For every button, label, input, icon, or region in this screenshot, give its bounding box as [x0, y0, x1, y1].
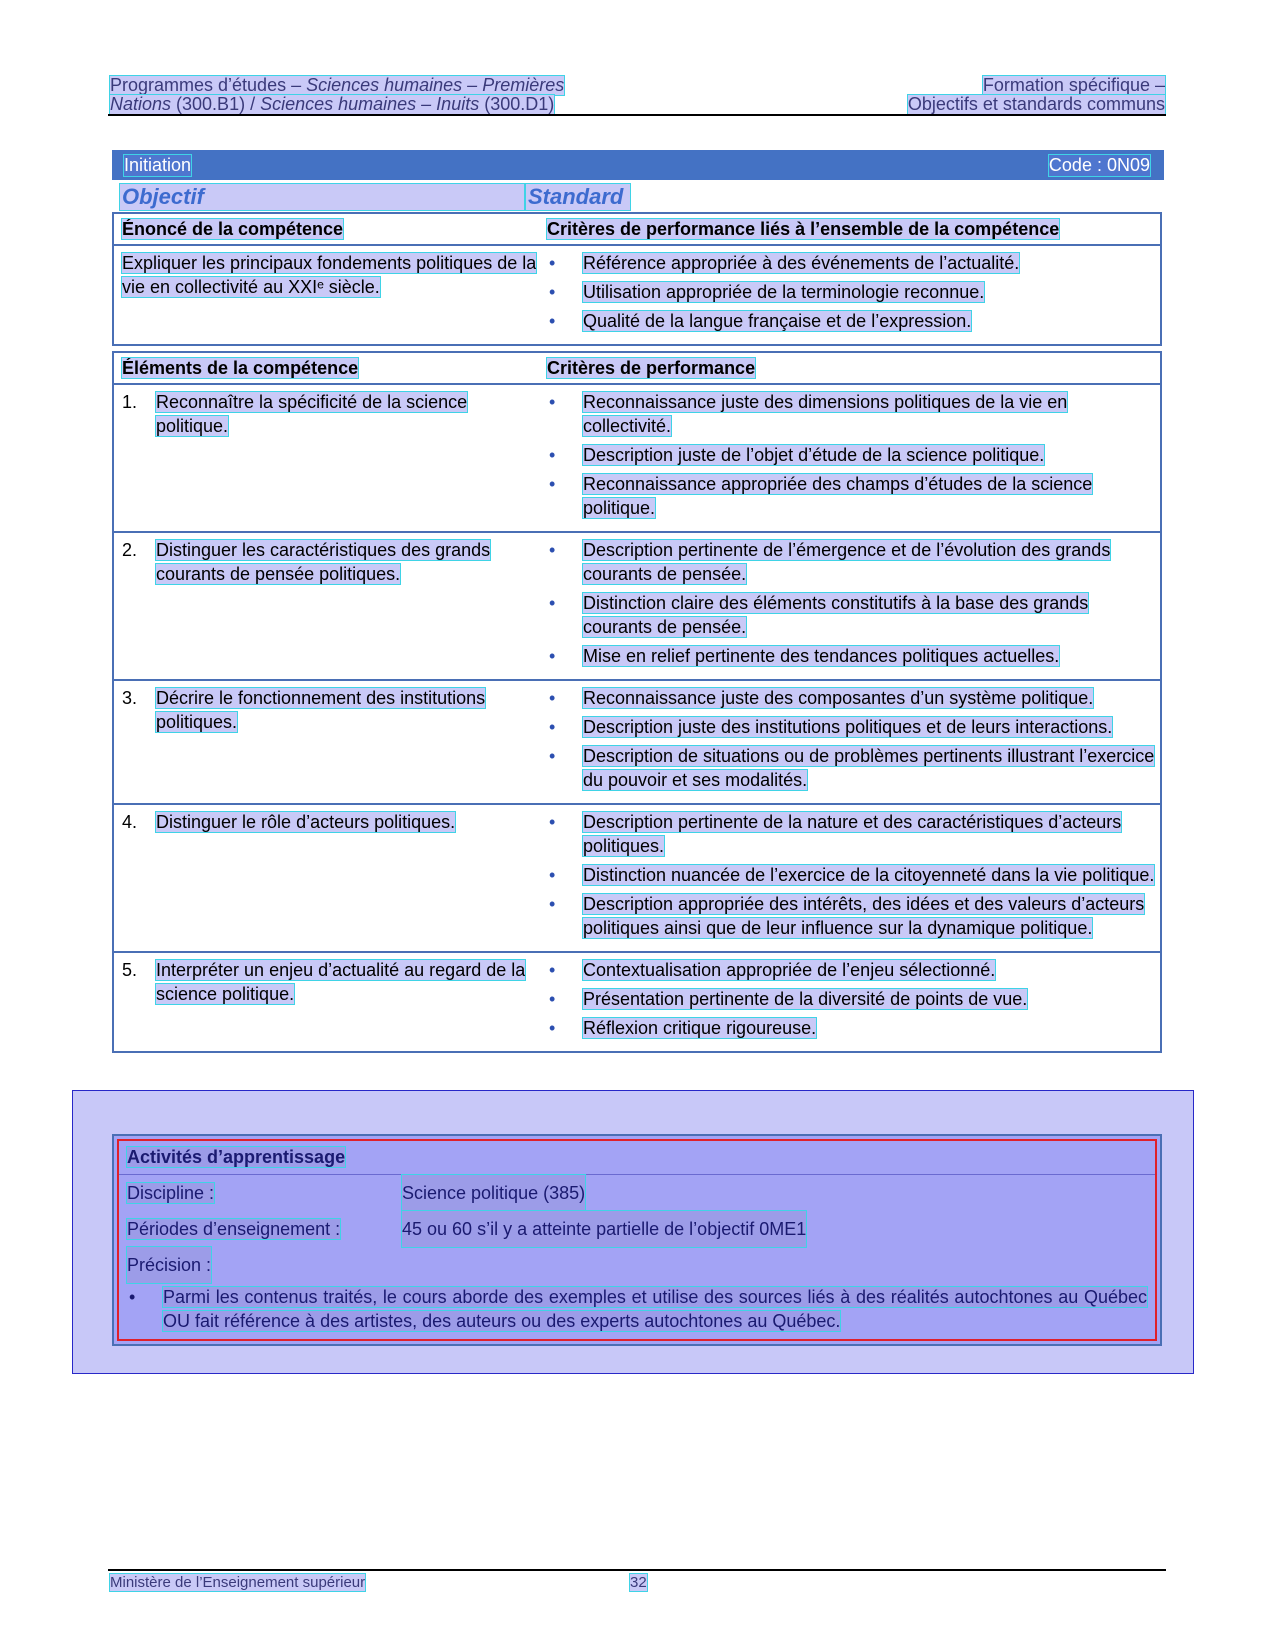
periods-label: Périodes d’enseignement :	[127, 1219, 341, 1239]
element-number: 4.	[122, 812, 138, 832]
header-rule	[108, 114, 1166, 116]
objectif-label: Objectif	[120, 184, 524, 210]
element-row	[114, 953, 1160, 1051]
periods-value: 45 ou 60 s’il y a atteinte partielle de l’objectif 0ME1	[402, 1211, 806, 1247]
header-program-line2: Nations (300.B1) / Sciences humaines – Inuits (300.D1)	[110, 94, 555, 114]
element-number: 3.	[122, 688, 138, 708]
elements-heading: Éléments de la compétence	[122, 357, 359, 378]
page-number: 32	[630, 1574, 647, 1591]
element-row	[114, 385, 1160, 531]
discipline-value: Science politique (385)	[402, 1175, 585, 1211]
criterion: Distinction claire des éléments constitutifs à la base des grands courants de pensée.	[583, 593, 1089, 637]
course-level: Initiation	[124, 154, 192, 175]
header-program-line1: Programmes d’études – Sciences humaines – Premières	[110, 75, 565, 95]
activities-selection	[117, 1139, 1157, 1341]
page-footer	[110, 1574, 647, 1591]
page-header	[110, 76, 1165, 114]
element-number: 2.	[122, 540, 138, 560]
criterion: Description pertinente de l’émergence et de l’évolution des grands courants de pensée.	[583, 540, 1111, 584]
criterion: Reconnaissance appropriée des champs d’études de la science politique.	[583, 474, 1093, 518]
discipline-label: Discipline :	[127, 1183, 215, 1203]
global-criterion: Utilisation appropriée de la terminologie reconnue.	[583, 282, 985, 302]
header-section-line2: Objectifs et standards communs	[907, 94, 1165, 114]
element-text: Distinguer le rôle d’acteurs politiques.	[156, 812, 456, 832]
competence-statement: Expliquer les principaux fondements politiques de la vie en collectivité au XXIᵉ siècle.	[122, 253, 537, 297]
elements-table	[112, 351, 1162, 1053]
footer-rule	[108, 1569, 1166, 1571]
criteria-heading: Critères de performance	[547, 357, 756, 378]
criterion: Contextualisation appropriée de l’enjeu sélectionné.	[583, 960, 996, 980]
criterion: Description de situations ou de problèmes pertinents illustrant l’exercice du pouvoir et ses modalités.	[583, 746, 1155, 790]
activities-box	[112, 1134, 1162, 1346]
element-text: Interpréter un enjeu d’actualité au regard de la science politique.	[156, 960, 526, 1004]
element-row	[114, 533, 1160, 679]
standard-label: Standard	[526, 184, 630, 210]
competence-heading: Énoncé de la compétence	[122, 218, 344, 239]
element-text: Distinguer les caractéristiques des grands courants de pensée politiques.	[156, 540, 491, 584]
global-criterion: Référence appropriée à des événements de l’actualité.	[583, 253, 1020, 273]
activities-title: Activités d’apprentissage	[127, 1147, 346, 1167]
precision-text: Parmi les contenus traités, le cours aborde des exemples et utilise des sources liés à des réalités autochtones au Québec OU fait référence à des artistes, des auteurs ou des experts autochtones au Québec.	[163, 1287, 1147, 1331]
competence-table	[112, 212, 1162, 346]
criterion: Mise en relief pertinente des tendances politiques actuelles.	[583, 646, 1060, 666]
element-number: 5.	[122, 960, 138, 980]
criterion: Distinction nuancée de l’exercice de la citoyenneté dans la vie politique.	[583, 865, 1155, 885]
criterion: Description appropriée des intérêts, des idées et des valeurs d’acteurs politiques ainsi que de leur influence sur la dynamique politique.	[583, 894, 1145, 938]
global-criteria-heading: Critères de performance liés à l’ensemble de la compétence	[547, 218, 1060, 239]
criterion: Description juste des institutions politiques et de leurs interactions.	[583, 717, 1113, 737]
criterion: Reconnaissance juste des dimensions politiques de la vie en collectivité.	[583, 392, 1068, 436]
criterion: Description pertinente de la nature et des caractéristiques d’acteurs politiques.	[583, 812, 1122, 856]
element-text: Décrire le fonctionnement des institutions politiques.	[156, 688, 486, 732]
element-number: 1.	[122, 392, 138, 412]
criterion: Présentation pertinente de la diversité de points de vue.	[583, 989, 1028, 1009]
course-title-bar	[112, 150, 1164, 180]
global-criterion: Qualité de la langue française et de l’expression.	[583, 311, 972, 331]
precision-label: Précision :	[127, 1247, 211, 1283]
element-row	[114, 805, 1160, 951]
criterion: Réflexion critique rigoureuse.	[583, 1018, 817, 1038]
criterion: Description juste de l’objet d’étude de la science politique.	[583, 445, 1045, 465]
footer-ministry: Ministère de l’Enseignement supérieur	[110, 1574, 366, 1591]
element-text: Reconnaître la spécificité de la science politique.	[156, 392, 468, 436]
header-section-line1: Formation spécifique –	[982, 75, 1165, 95]
course-code: Code : 0N09	[1048, 154, 1150, 175]
element-row	[114, 681, 1160, 803]
criterion: Reconnaissance juste des composantes d’un système politique.	[583, 688, 1094, 708]
